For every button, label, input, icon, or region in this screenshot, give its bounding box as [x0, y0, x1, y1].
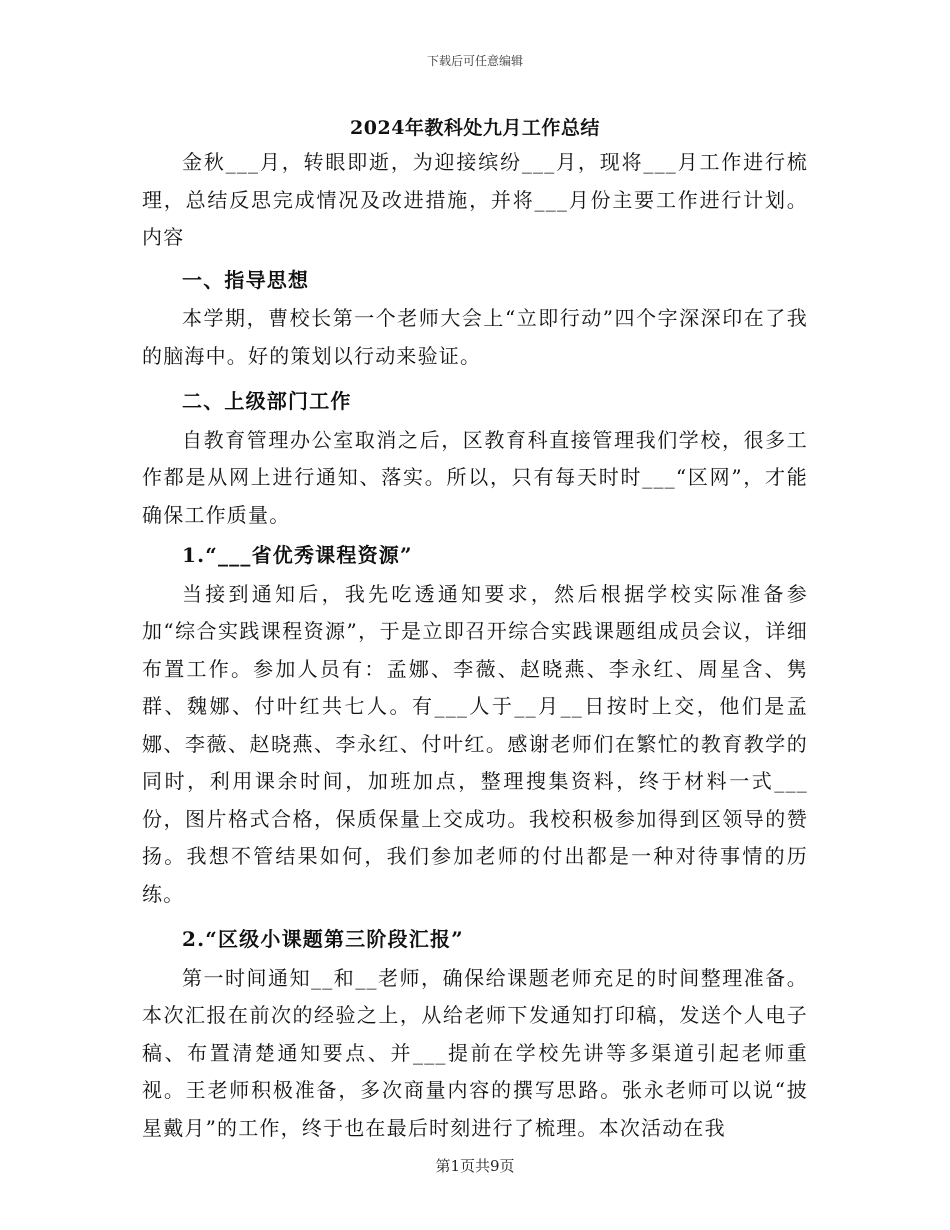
section-heading-guiding-thought: 一、指导思想 [182, 267, 310, 292]
item-paragraph-subject-report: 第一时间通知__和__老师，确保给课题老师充足的时间整理准备。本次汇报在前次的经验之上，从给老师下发通知打印稿，发送个人电子稿、布置清楚通知要点、并___提前在学校先讲等多渠道引起老师重视。王老师积极准备，多次商量内容的撰写思路。张永老师可以说“披星戴月”的工作，终于也在最后时刻进行了梳理。本次活动在我 [142, 965, 808, 1140]
document-title: 2024年教科处九月工作总结 [350, 117, 600, 139]
section-paragraph-guiding-thought: 本学期，曹校长第一个老师大会上“立即行动”四个字深深印在了我的脑海中。好的策划以行动来验证。 [142, 306, 808, 368]
page-number: 第1页共9页 [435, 1157, 515, 1175]
item-heading-course-resources: 1.“___省优秀课程资源” [182, 543, 413, 567]
page-header-note: 下载后可任意编辑 [426, 54, 523, 68]
document-body [142, 112, 808, 1147]
intro-paragraph: 金秋___月，转眼即逝，为迎接缤纷___月，现将___月工作进行梳理，总结反思完成情况及改进措施，并将___月份主要工作进行计划。内容 [142, 150, 808, 249]
item-paragraph-course-resources: 当接到通知后，我先吃透通知要求，然后根据学校实际准备参加“综合实践课程资源”，于是立即召开综合实践课题组成员会议，详细布置工作。参加人员有：孟娜、李薇、赵晓燕、李永红、周星含、隽群、魏娜、付叶红共七人。有___人于__月__日按时上交，他们是孟娜、李薇、赵晓燕、李永红、付叶红。感谢老师们在繁忙的教育教学的同时，利用课余时间，加班加点，整理搜集资料，终于材料一式___份，图片格式合格，保质保量上交成功。我校积极参加得到区领导的赞扬。我想不管结果如何，我们参加老师的付出都是一种对待事情的历练。 [142, 581, 808, 906]
section-heading-superior-work: 二、上级部门工作 [182, 389, 352, 413]
item-heading-subject-report: 2.“区级小课题第三阶段汇报” [182, 927, 464, 951]
section-paragraph-superior-work: 自教育管理办公室取消之后，区教育科直接管理我们学校，很多工作都是从网上进行通知、落实。所以，只有每天时时___“区网”，才能确保工作质量。 [142, 427, 808, 527]
